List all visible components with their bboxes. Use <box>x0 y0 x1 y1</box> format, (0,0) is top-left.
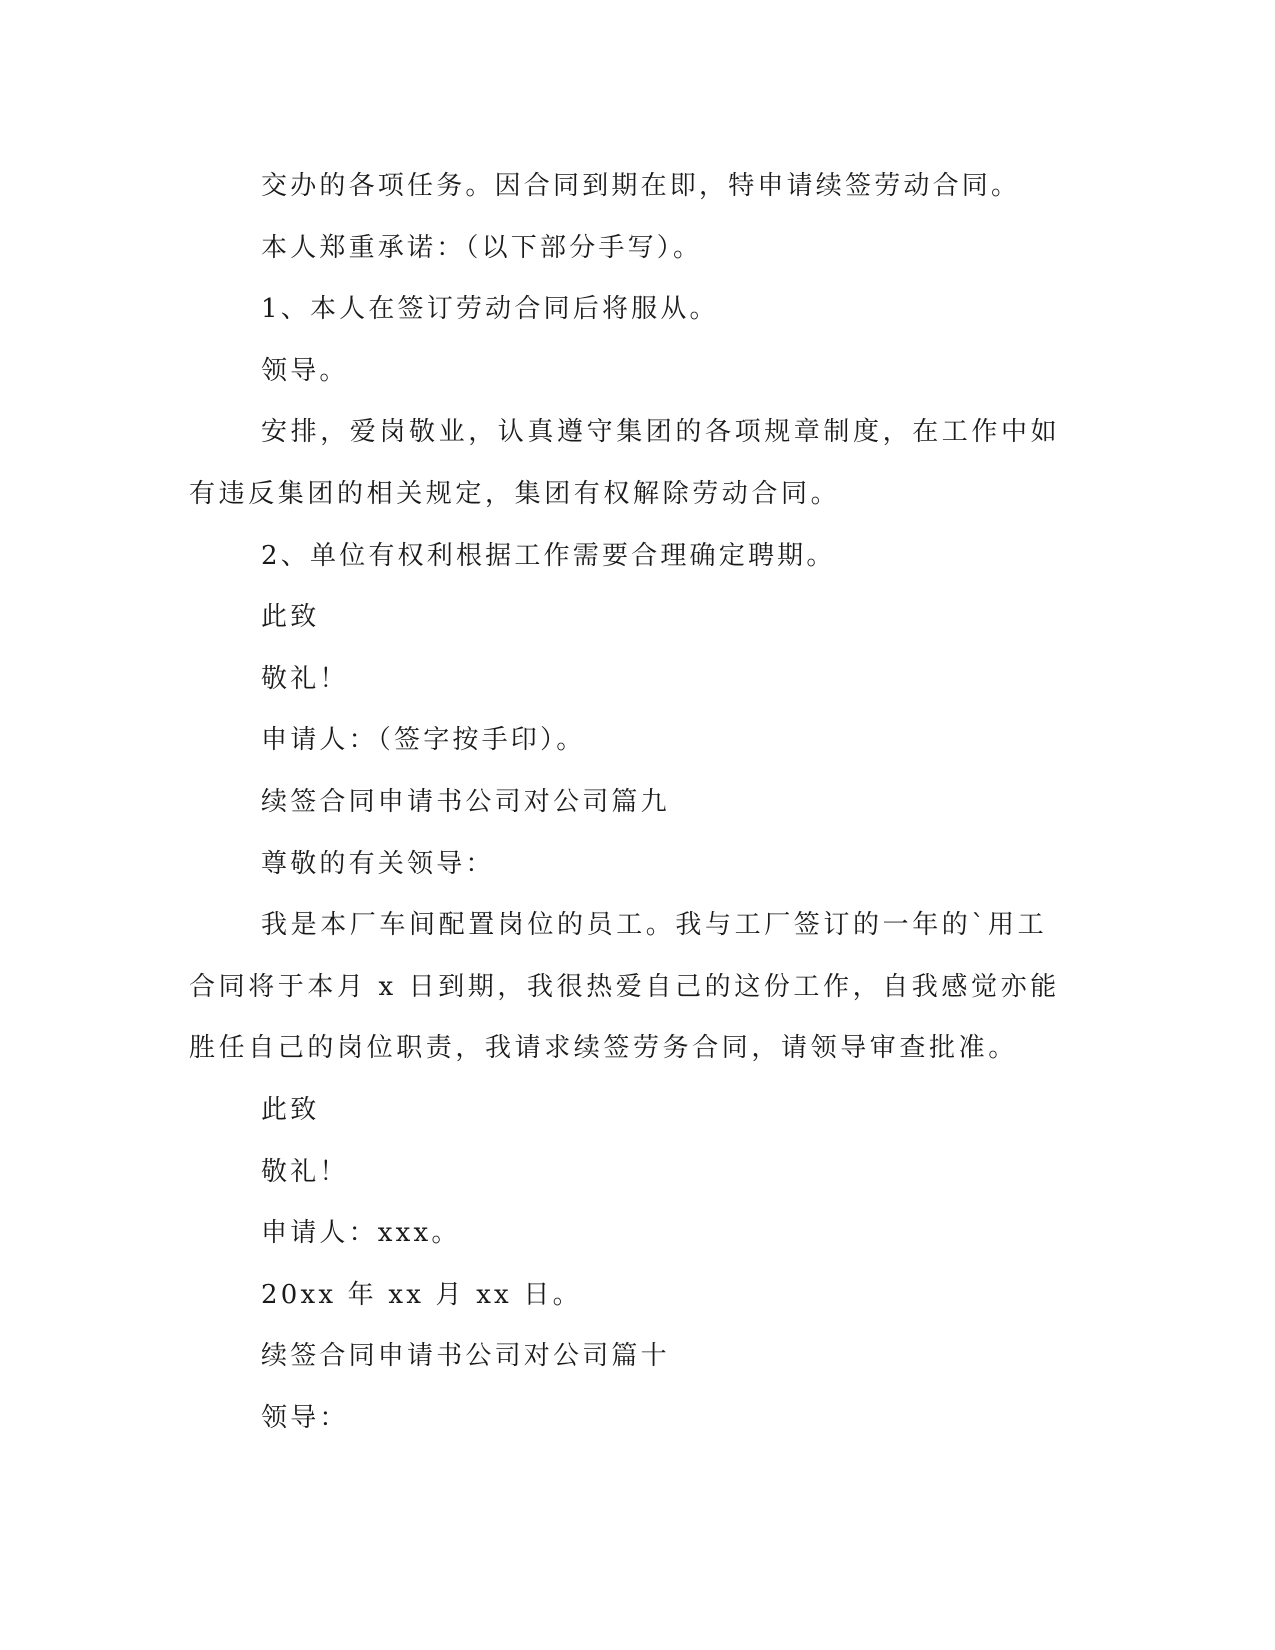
paragraph: 1、本人在签订劳动合同后将服从。 <box>261 294 719 325</box>
closing-salutation: 此致 <box>261 1094 320 1125</box>
closing-regards: 敬礼！ <box>261 663 349 694</box>
paragraph: 2、单位有权利根据工作需要合理确定聘期。 <box>261 540 836 571</box>
paragraph: 本人郑重承诺：（以下部分手写）。 <box>261 232 703 263</box>
paragraph: 安排，爱岗敬业，认真遵守集团的各项规章制度，在工作中如有违反集团的相关规定，集团有权解除劳动合同。 <box>189 417 1061 509</box>
paragraph: 我是本厂车间配置岗位的员工。我与工厂签订的一年的`用工合同将于本月 x 日到期，我很热爱自己的这份工作，自我感觉亦能胜任自己的岗位职责，我请求续签劳务合同，请领导审查批准。 <box>189 910 1060 1064</box>
section-heading: 续签合同申请书公司对公司篇十 <box>261 1341 670 1372</box>
date-line: 20xx 年 xx 月 xx 日。 <box>261 1279 582 1310</box>
paragraph: 领导。 <box>261 355 349 386</box>
applicant-line: 申请人：xxx。 <box>261 1218 461 1249</box>
closing-regards: 敬礼！ <box>261 1156 349 1187</box>
document-body <box>189 156 1069 1449</box>
closing-salutation: 此致 <box>261 602 320 633</box>
greeting: 领导： <box>261 1402 349 1433</box>
section-heading: 续签合同申请书公司对公司篇九 <box>261 786 670 817</box>
applicant-line: 申请人：（签字按手印）。 <box>261 725 586 756</box>
greeting: 尊敬的有关领导： <box>261 848 495 879</box>
paragraph: 交办的各项任务。因合同到期在即，特申请续签劳动合同。 <box>261 171 1021 201</box>
